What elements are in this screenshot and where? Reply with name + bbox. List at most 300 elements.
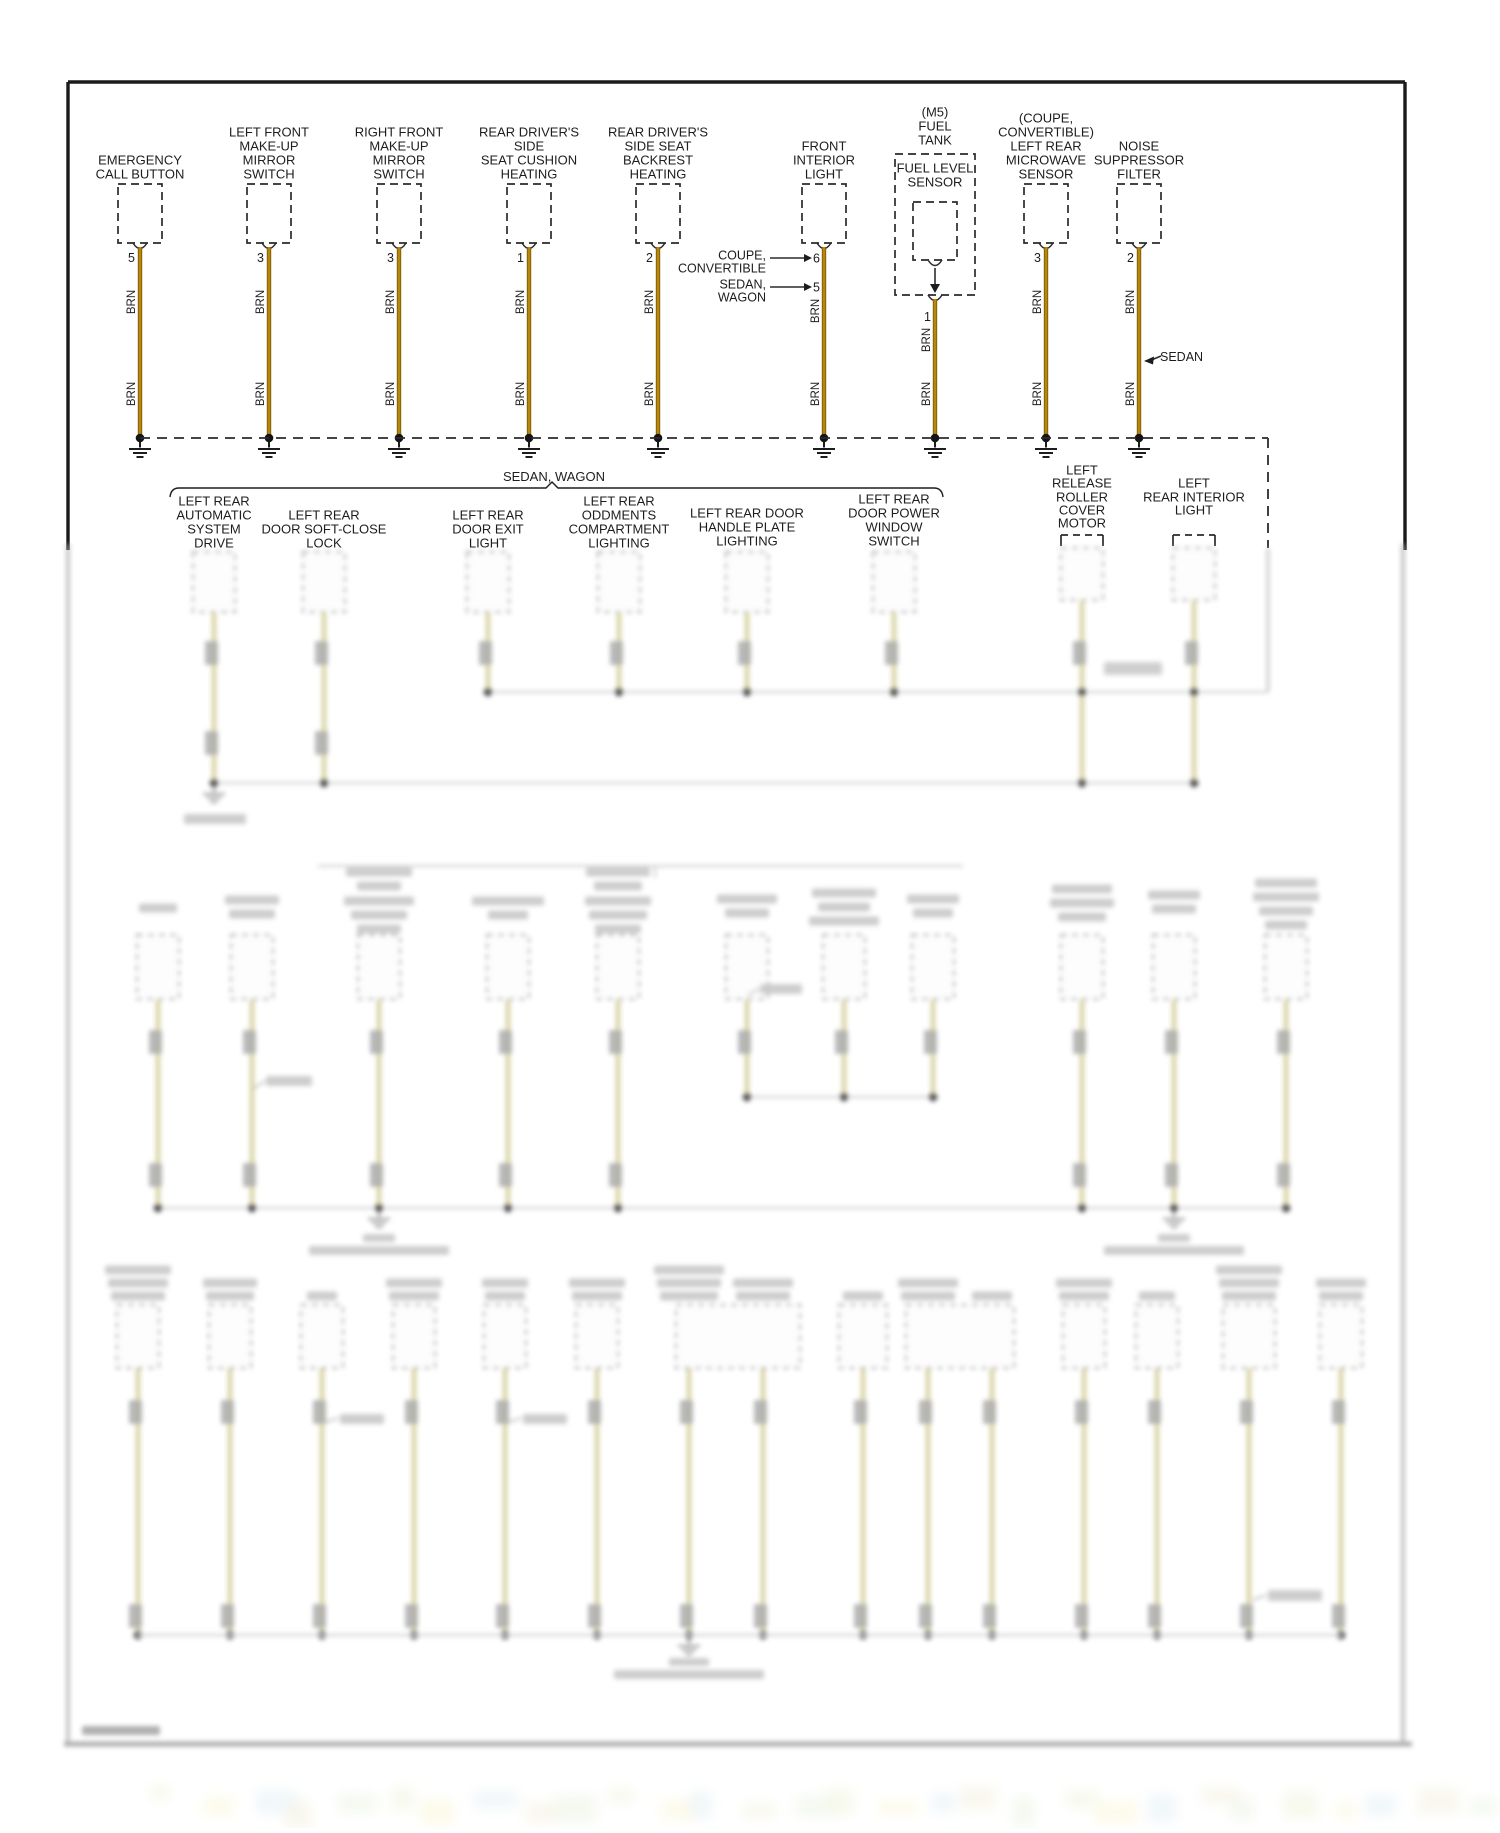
blurred-inline-connector xyxy=(1073,1030,1086,1054)
wire-color-label: BRN xyxy=(1125,289,1137,315)
blurred-label-blob xyxy=(1148,891,1200,900)
blurred-connector-box xyxy=(301,1305,343,1368)
blurred-label-blob xyxy=(594,882,642,891)
left-rear-interior-light-label-line: LIGHT xyxy=(1174,502,1214,518)
right-front-make-up-mirror-switch-label-line: MAKE-UP xyxy=(369,138,429,154)
blurred-label-blob xyxy=(812,889,876,898)
left-rear-automatic-system-drive-label-line: DRIVE xyxy=(194,535,234,551)
watermark-strip-blob xyxy=(1336,1802,1356,1818)
blurred-label-blob xyxy=(1104,662,1162,675)
left-rear-door-soft-close-lock-label-line: DOOR SOFT-CLOSE xyxy=(261,521,387,537)
blurred-label-blob xyxy=(1052,885,1112,894)
left-front-make-up-mirror-switch-label-line: SWITCH xyxy=(243,166,295,182)
blurred-connector-box xyxy=(137,935,179,999)
blurred-inline-connector xyxy=(370,1030,383,1054)
blurred-connector-box xyxy=(231,935,273,999)
right-front-make-up-mirror-switch-label-line: SWITCH xyxy=(373,166,425,182)
blurred-inline-connector xyxy=(129,1604,142,1628)
left-release-roller-cover-motor-label-line: RELEASE xyxy=(1052,475,1112,491)
watermark-strip-blob xyxy=(1095,1801,1138,1824)
left-rear-oddments-compartment-lighting-label-line: LEFT REAR xyxy=(583,493,655,509)
left-release-roller-cover-motor-label-line: ROLLER xyxy=(1055,489,1109,505)
fuel-tank-label-line: (M5) xyxy=(921,104,949,120)
wire-color-label: BRN xyxy=(515,381,527,407)
blurred-connector-box xyxy=(1320,1305,1362,1368)
emergency-call-button-label-line: CALL BUTTON xyxy=(95,166,185,182)
blurred-inline-connector xyxy=(1148,1400,1161,1424)
left-rear-automatic-system-drive-label-line: LEFT REAR xyxy=(178,493,250,509)
blurred-junction-dot xyxy=(248,1204,257,1213)
blurred-inline-connector xyxy=(854,1400,867,1424)
wire-color-label: BRN xyxy=(1032,289,1044,315)
blurred-label-blob xyxy=(1259,907,1313,916)
blurred-label-blob xyxy=(1058,913,1106,922)
blurred-inline-connector xyxy=(129,1400,142,1424)
blurred-connector-box xyxy=(1153,935,1195,999)
blurred-inline-connector xyxy=(1277,1030,1290,1054)
blurred-connector-box xyxy=(484,1305,526,1368)
blurred-label-blob xyxy=(1265,921,1307,930)
blurred-inline-connector xyxy=(243,1163,256,1187)
blurred-ground-label xyxy=(1104,1246,1244,1255)
blurred-label-blob xyxy=(1152,905,1196,914)
pin-number: 2 xyxy=(1127,251,1134,265)
wire-color-label: BRN xyxy=(644,381,656,407)
blurred-label-blob xyxy=(725,909,769,918)
blurred-label-blob xyxy=(139,904,177,913)
blurred-inline-connector xyxy=(1165,1030,1178,1054)
wire-color-label: BRN xyxy=(255,289,267,315)
watermark-strip-blob xyxy=(555,1795,596,1822)
blurred-connector-box xyxy=(1223,1305,1275,1368)
wire-color-label: BRN xyxy=(1032,381,1044,407)
left-front-make-up-mirror-switch-label-line: LEFT FRONT xyxy=(229,124,309,140)
rear-drivers-side-seat-cushion-heating-label-line: SIDE xyxy=(513,138,545,154)
wire-note: SEDAN xyxy=(1160,350,1204,364)
blurred-side-note xyxy=(523,1414,567,1424)
blurred-inline-connector xyxy=(315,731,328,755)
blurred-connector-box xyxy=(1061,935,1103,999)
watermark-strip-blob xyxy=(878,1800,918,1814)
fuel-tank-label-line: FUEL xyxy=(918,118,952,134)
left-rear-microwave-sensor-label-line: LEFT REAR xyxy=(1010,138,1082,154)
watermark-strip-blob xyxy=(526,1802,556,1824)
left-release-roller-cover-motor-label-line: MOTOR xyxy=(1057,515,1107,531)
noise-suppressor-filter-label-line: NOISE xyxy=(1118,138,1160,154)
blurred-connector-box xyxy=(576,1305,618,1368)
blurred-label-blob xyxy=(654,1266,724,1275)
blurred-connector-box xyxy=(467,552,509,612)
blurred-label-blob xyxy=(386,1279,442,1288)
wire-color-label: BRN xyxy=(921,327,933,353)
left-rear-door-power-window-switch-label-line: WINDOW xyxy=(865,519,923,535)
blurred-connector-box xyxy=(393,1305,435,1368)
blurred-label-blob xyxy=(1255,879,1317,888)
blurred-inline-connector xyxy=(313,1400,326,1424)
blurred-inline-connector xyxy=(370,1163,383,1187)
blurred-inline-connector xyxy=(1277,1163,1290,1187)
wire-color-label: BRN xyxy=(126,289,138,315)
watermark-strip-blob xyxy=(1148,1794,1176,1822)
blurred-inline-connector xyxy=(1073,1163,1086,1187)
pin-number: 3 xyxy=(387,251,394,265)
blurred-inline-connector xyxy=(1332,1604,1345,1628)
blurred-inline-connector xyxy=(496,1400,509,1424)
wire-color-label: BRN xyxy=(810,298,822,324)
left-rear-microwave-sensor-label-line: CONVERTIBLE) xyxy=(998,124,1094,140)
blurred-label-blob xyxy=(843,1292,883,1301)
blurred-label-blob xyxy=(660,1292,718,1301)
watermark-strip-blob xyxy=(285,1801,312,1828)
blurred-inline-connector xyxy=(738,1030,751,1054)
blurred-connector-box xyxy=(487,935,529,999)
blurred-label-blob xyxy=(1319,1292,1363,1301)
blurred-junction-dot xyxy=(615,688,624,697)
front-interior-light-label-line: FRONT xyxy=(801,138,847,154)
blurred-connector-box xyxy=(1265,935,1307,999)
blurred-label-blob xyxy=(1219,1279,1279,1288)
blurred-ground-label xyxy=(363,1234,395,1242)
blurred-footer-text xyxy=(82,1726,160,1735)
left-rear-automatic-system-drive-label-line: SYSTEM xyxy=(187,521,241,537)
front-interior-light-label-line: INTERIOR xyxy=(792,152,856,168)
blurred-inline-connector xyxy=(983,1400,996,1424)
blurred-connector-box xyxy=(1061,548,1103,600)
blurred-junction-dot xyxy=(743,688,752,697)
watermark-strip-blob xyxy=(1066,1790,1098,1808)
noise-suppressor-filter-label-line: FILTER xyxy=(1117,166,1161,182)
wire-color-label: BRN xyxy=(385,289,397,315)
blurred-inline-connector xyxy=(149,1030,162,1054)
blurred-label-blob xyxy=(346,868,412,877)
watermark-strip-blob xyxy=(1230,1798,1254,1820)
blurred-inline-connector xyxy=(1332,1400,1345,1424)
blurred-inline-connector xyxy=(243,1030,256,1054)
blurred-inline-connector xyxy=(680,1604,693,1628)
blurred-inline-connector xyxy=(499,1030,512,1054)
blurred-label-blob xyxy=(818,903,870,912)
pin-number: 2 xyxy=(646,251,653,265)
blurred-label-blob xyxy=(344,897,414,906)
left-release-roller-cover-motor-label-line: COVER xyxy=(1058,502,1106,518)
blurred-junction-dot xyxy=(1078,779,1087,788)
wire-color-label: BRN xyxy=(385,381,397,407)
blurred-ground-label xyxy=(669,1658,709,1666)
blurred-connector-box xyxy=(598,552,640,612)
blurred-label-blob xyxy=(105,1266,171,1275)
left-rear-door-handle-plate-lighting-label-line: LEFT REAR DOOR xyxy=(690,505,804,521)
blurred-label-blob xyxy=(1139,1292,1175,1301)
blurred-side-note xyxy=(266,1076,312,1086)
watermark-strip-blob xyxy=(203,1797,234,1816)
blurred-label-blob xyxy=(488,911,528,920)
left-rear-door-soft-close-lock-label-line: LEFT REAR xyxy=(288,507,360,523)
blurred-inline-connector xyxy=(919,1604,932,1628)
watermark-strip-blob xyxy=(1365,1795,1396,1816)
blurred-inline-connector xyxy=(405,1400,418,1424)
blurred-inline-connector xyxy=(1075,1400,1088,1424)
blurred-inline-connector xyxy=(313,1604,326,1628)
left-front-make-up-mirror-switch-label-line: MAKE-UP xyxy=(239,138,299,154)
rear-drivers-side-seat-cushion-heating-label-line: SEAT CUSHION xyxy=(480,152,578,168)
blurred-inline-connector xyxy=(205,641,218,665)
blurred-connector-box xyxy=(209,1305,251,1368)
left-rear-door-power-window-switch-label-line: SWITCH xyxy=(868,533,920,549)
blurred-label-blob xyxy=(307,1292,337,1301)
wire-color-label: BRN xyxy=(126,381,138,407)
blurred-label-blob xyxy=(1222,1292,1276,1301)
group-variant-label: SEDAN, WAGON xyxy=(502,469,606,484)
watermark-strip-blob xyxy=(608,1788,634,1804)
emergency-call-button-label-line: EMERGENCY xyxy=(98,152,182,168)
blurred-label-blob xyxy=(472,897,544,906)
blurred-junction-dot xyxy=(1282,1204,1291,1213)
blurred-label-blob xyxy=(351,911,407,920)
blurred-connector-box xyxy=(1136,1305,1178,1368)
blurred-inline-connector xyxy=(754,1400,767,1424)
blurred-inline-connector xyxy=(738,641,751,665)
left-rear-microwave-sensor-label-line: (COUPE, xyxy=(1018,110,1074,126)
blurred-label-blob xyxy=(972,1292,1012,1301)
blurred-inline-connector xyxy=(1073,641,1086,665)
blurred-label-blob xyxy=(901,1292,955,1301)
blurred-inline-connector xyxy=(221,1400,234,1424)
blurred-inline-connector xyxy=(754,1604,767,1628)
fuel-tank-sub-label-line: FUEL LEVEL xyxy=(896,160,974,176)
blurred-inline-connector xyxy=(1165,1163,1178,1187)
blurred-inline-connector xyxy=(315,641,328,665)
blurred-inline-connector xyxy=(221,1604,234,1628)
pin-number: 1 xyxy=(924,310,931,324)
blurred-connector-box xyxy=(358,935,400,999)
blurred-junction-dot xyxy=(743,1093,752,1102)
blurred-label-blob xyxy=(809,917,879,926)
blurred-inline-connector xyxy=(205,731,218,755)
wire-color-label: BRN xyxy=(515,289,527,315)
left-rear-microwave-sensor-label-line: SENSOR xyxy=(1018,166,1074,182)
watermark-strip-blob xyxy=(743,1803,776,1818)
blurred-connector-box xyxy=(906,1305,1014,1368)
blurred-connector-box xyxy=(117,1305,159,1368)
pin-number: 3 xyxy=(257,251,264,265)
blurred-inline-connector xyxy=(983,1604,996,1628)
blurred-junction-dot xyxy=(1190,779,1199,788)
watermark-strip-blob xyxy=(1418,1788,1460,1814)
blurred-connector-box xyxy=(597,935,639,999)
blurred-label-blob xyxy=(657,1279,721,1288)
blurred-connector-box xyxy=(912,935,954,999)
blurred-label-blob xyxy=(569,1279,625,1288)
watermark-strip-blob xyxy=(338,1794,376,1812)
blurred-inline-connector xyxy=(1240,1604,1253,1628)
right-front-make-up-mirror-switch-label-line: RIGHT FRONT xyxy=(354,124,444,140)
blurred-connector-box xyxy=(303,552,345,612)
pin-number: 5 xyxy=(128,251,135,265)
blurred-label-blob xyxy=(108,1279,168,1288)
blurred-label-blob xyxy=(357,882,401,891)
blurred-inline-connector xyxy=(1185,641,1198,665)
blurred-inline-connector xyxy=(610,641,623,665)
variant-note-line: CONVERTIBLE xyxy=(678,261,766,276)
blurred-label-blob xyxy=(736,1292,790,1301)
wire-color-label: BRN xyxy=(810,381,822,407)
noise-suppressor-filter-label-line: SUPPRESSOR xyxy=(1093,152,1185,168)
watermark-strip-blob xyxy=(150,1786,170,1800)
blurred-junction-dot xyxy=(1078,1204,1087,1213)
blurred-label-blob xyxy=(913,909,953,918)
left-rear-door-exit-light-label-line: LEFT REAR xyxy=(452,507,524,523)
blurred-label-blob xyxy=(1316,1279,1366,1288)
left-rear-oddments-compartment-lighting-label-line: COMPARTMENT xyxy=(568,521,670,537)
blurred-label-blob xyxy=(1216,1266,1282,1275)
blurred-label-blob xyxy=(586,868,650,877)
blurred-label-blob xyxy=(203,1279,257,1288)
blurred-junction-dot xyxy=(1078,688,1087,697)
blurred-label-blob xyxy=(389,1292,439,1301)
blurred-connector-box xyxy=(839,1305,887,1368)
rear-drivers-side-seat-backrest-heating-label-line: REAR DRIVER'S xyxy=(607,124,709,140)
blurred-inline-connector xyxy=(479,641,492,665)
blurred-inline-connector xyxy=(919,1400,932,1424)
wire-color-label: BRN xyxy=(255,381,267,407)
left-rear-door-handle-plate-lighting-label-line: HANDLE PLATE xyxy=(698,519,796,535)
blurred-inline-connector xyxy=(1075,1604,1088,1628)
left-rear-oddments-compartment-lighting-label-line: LIGHTING xyxy=(588,535,650,551)
variant-note-line: SEDAN, xyxy=(719,277,766,292)
blurred-inline-connector xyxy=(499,1163,512,1187)
wire-color-label: BRN xyxy=(644,289,656,315)
blurred-connector-box xyxy=(726,552,768,612)
blurred-junction-dot xyxy=(210,779,219,788)
blurred-junction-dot xyxy=(154,1204,163,1213)
watermark-strip-blob xyxy=(473,1791,518,1808)
front-interior-light-label-line: LIGHT xyxy=(804,166,844,182)
blurred-label-blob xyxy=(733,1279,793,1288)
left-rear-door-handle-plate-lighting-label-line: LIGHTING xyxy=(716,533,778,549)
blurred-inline-connector xyxy=(496,1604,509,1628)
wire-color-label: BRN xyxy=(921,381,933,407)
blurred-junction-dot xyxy=(614,1204,623,1213)
blurred-inline-connector xyxy=(405,1604,418,1628)
blurred-ground-label xyxy=(614,1670,764,1679)
rear-drivers-side-seat-cushion-heating-label-line: HEATING xyxy=(500,166,558,182)
blurred-connector-box xyxy=(1063,1305,1105,1368)
blurred-junction-dot xyxy=(890,688,899,697)
fuel-tank-label-line: TANK xyxy=(918,132,952,148)
pin-number: 6 xyxy=(813,251,820,266)
rear-drivers-side-seat-cushion-heating-label-line: REAR DRIVER'S xyxy=(478,124,580,140)
blurred-label-blob xyxy=(485,1292,525,1301)
blurred-label-blob xyxy=(898,1279,958,1288)
blurred-junction-dot xyxy=(929,1093,938,1102)
blurred-connector-box xyxy=(193,552,235,612)
blurred-label-blob xyxy=(1056,1279,1112,1288)
left-rear-oddments-compartment-lighting-label-line: ODDMENTS xyxy=(581,507,657,523)
blurred-label-blob xyxy=(572,1292,622,1301)
rear-drivers-side-seat-backrest-heating-label-line: SIDE SEAT xyxy=(624,138,692,154)
blurred-label-blob xyxy=(229,910,275,919)
pin-number: 1 xyxy=(517,251,524,265)
blurred-inline-connector xyxy=(609,1163,622,1187)
watermark-strip-blob xyxy=(825,1789,854,1814)
blurred-ground-label xyxy=(184,814,246,824)
left-rear-microwave-sensor-label-line: MICROWAVE xyxy=(1005,152,1087,168)
left-release-roller-cover-motor-label-line: LEFT xyxy=(1066,462,1098,478)
blurred-label-blob xyxy=(206,1292,254,1301)
blurred-ground-label xyxy=(309,1246,449,1255)
blurred-label-blob xyxy=(111,1292,165,1301)
watermark-strip-blob xyxy=(1013,1797,1034,1826)
blurred-inline-connector xyxy=(680,1400,693,1424)
pin-number: 5 xyxy=(813,280,820,295)
pin-number: 3 xyxy=(1034,251,1041,265)
watermark-strip-blob xyxy=(1471,1799,1498,1814)
blurred-label-blob xyxy=(589,911,647,920)
rear-drivers-side-seat-backrest-heating-label-line: HEATING xyxy=(629,166,687,182)
left-rear-door-exit-light-label-line: DOOR EXIT xyxy=(452,521,524,537)
fuel-tank-sub-label-line: SENSOR xyxy=(907,174,963,190)
watermark-strip-blob xyxy=(420,1798,454,1826)
blurred-inline-connector xyxy=(609,1030,622,1054)
blurred-ground-label xyxy=(1158,1234,1190,1242)
left-rear-interior-light-label-line: LEFT xyxy=(1178,475,1210,491)
right-front-make-up-mirror-switch-label-line: MIRROR xyxy=(372,152,426,168)
blurred-inline-connector xyxy=(588,1400,601,1424)
left-rear-door-soft-close-lock-label-line: LOCK xyxy=(306,535,342,551)
left-front-make-up-mirror-switch-label-line: MIRROR xyxy=(242,152,296,168)
variant-note-line: WAGON xyxy=(717,290,766,305)
watermark-strip-blob xyxy=(1283,1791,1318,1818)
blurred-inline-connector xyxy=(885,641,898,665)
blurred-label-blob xyxy=(225,896,279,905)
blurred-label-blob xyxy=(482,1279,528,1288)
blurred-label-blob xyxy=(907,895,959,904)
blurred-label-blob xyxy=(717,895,777,904)
left-rear-interior-light-label-line: REAR INTERIOR xyxy=(1143,489,1245,505)
blurred-side-note xyxy=(340,1414,384,1424)
blurred-inline-connector xyxy=(588,1604,601,1628)
blurred-junction-dot xyxy=(1170,1204,1179,1213)
blurred-inline-connector xyxy=(835,1030,848,1054)
blurred-label-blob xyxy=(357,925,401,934)
blurred-inline-connector xyxy=(149,1163,162,1187)
blurred-junction-dot xyxy=(320,779,329,788)
watermark-strip-blob xyxy=(391,1787,414,1810)
blurred-inline-connector xyxy=(1240,1400,1253,1424)
blurred-connector-box xyxy=(873,552,915,612)
watermark-strip-blob xyxy=(690,1792,712,1818)
left-rear-automatic-system-drive-label-line: AUTOMATIC xyxy=(176,507,252,523)
blurred-label-blob xyxy=(1050,899,1114,908)
blurred-connector-box xyxy=(823,935,865,999)
blurred-connector-box xyxy=(676,1305,800,1368)
left-rear-door-exit-light-label-line: LIGHT xyxy=(468,535,508,551)
wire-color-label: BRN xyxy=(1125,381,1137,407)
blurred-label-blob xyxy=(585,897,651,906)
blurred-label-blob xyxy=(1253,893,1319,902)
blurred-junction-dot xyxy=(840,1093,849,1102)
blurred-connector-box xyxy=(1173,548,1215,600)
left-rear-door-power-window-switch-label-line: LEFT REAR xyxy=(858,491,930,507)
blurred-side-note xyxy=(760,984,802,994)
blurred-junction-dot xyxy=(484,688,493,697)
variant-note-line: COUPE, xyxy=(718,248,766,263)
blurred-junction-dot xyxy=(375,1204,384,1213)
blurred-inline-connector xyxy=(924,1030,937,1054)
blurred-inline-connector xyxy=(1148,1604,1161,1628)
left-rear-door-power-window-switch-label-line: DOOR POWER xyxy=(848,505,940,521)
watermark-strip-blob xyxy=(931,1793,956,1812)
